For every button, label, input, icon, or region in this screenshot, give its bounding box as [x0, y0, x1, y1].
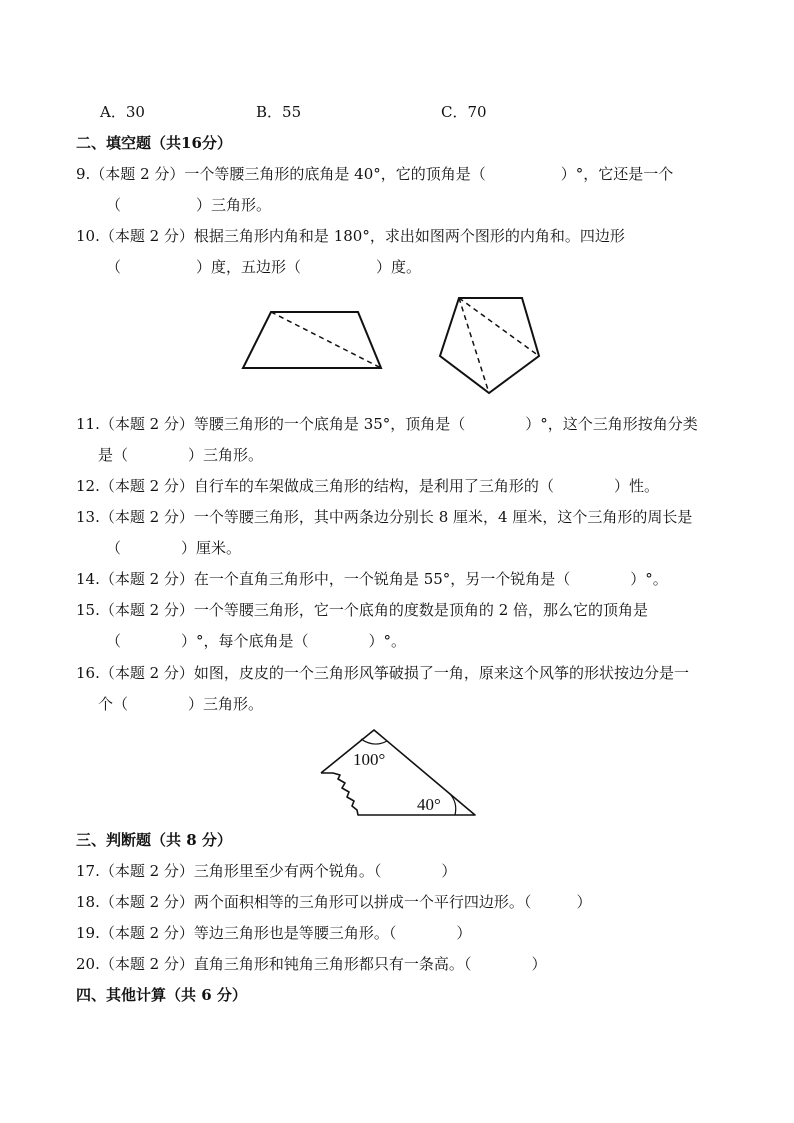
question-18: 18.（本题 2 分）两个面积相等的三角形可以拼成一个平行四边形。（ ）	[76, 893, 592, 911]
question-14: 14.（本题 2 分）在一个直角三角形中，一个锐角是 55°，另一个锐角是（ ）°。	[76, 570, 668, 588]
pentagon-figure	[432, 290, 547, 400]
option-c: C．70	[441, 103, 487, 121]
question-19: 19.（本题 2 分）等边三角形也是等腰三角形。（ ）	[76, 924, 472, 942]
pentagon-diagonal-1	[459, 298, 539, 356]
broken-kite-figure	[316, 726, 481, 821]
question-15-line-2: （ ）°，每个底角是（ ）°。	[106, 632, 407, 650]
section-true-false-heading: 三、判断题（共 8 分）	[76, 831, 232, 849]
section-calculation-heading: 四、其他计算（共 6 分）	[76, 986, 247, 1004]
quadrilateral-shape	[243, 312, 381, 368]
question-13-line-2: （ ）厘米。	[106, 539, 242, 557]
question-16-line-2: 个（ ）三角形。	[98, 695, 264, 713]
pentagon-shape	[440, 298, 539, 393]
question-9-line-1: 9.（本题 2 分）一个等腰三角形的底角是 40°，它的顶角是（ ）°，它还是一个	[76, 165, 674, 183]
question-17: 17.（本题 2 分）三角形里至少有两个锐角。（ ）	[76, 862, 457, 880]
question-12: 12.（本题 2 分）自行车的车架做成三角形的结构，是利用了三角形的（ ）性。	[76, 477, 659, 495]
quadrilateral-diagonal	[271, 312, 381, 368]
angle-label-right: 40°	[417, 795, 441, 814]
question-20: 20.（本题 2 分）直角三角形和钝角三角形都只有一条高。（ ）	[76, 955, 547, 973]
question-11-line-1: 11.（本题 2 分）等腰三角形的一个底角是 35°，顶角是（ ）°，这个三角形按角分类	[76, 415, 698, 433]
pentagon-diagonal-2	[459, 298, 489, 393]
angle-arc-top	[361, 739, 387, 744]
angle-label-top: 100°	[353, 750, 386, 769]
quadrilateral-figure	[236, 305, 386, 375]
question-13-line-1: 13.（本题 2 分）一个等腰三角形，其中两条边分别长 8 厘米，4 厘米，这个三角形的周长是	[76, 508, 693, 526]
angle-arc-right	[449, 793, 456, 815]
section-fill-in-heading: 二、填空题（共16分）	[76, 134, 232, 152]
question-16-line-1: 16.（本题 2 分）如图，皮皮的一个三角形风筝破损了一角，原来这个风筝的形状按边分是一	[76, 664, 689, 682]
question-10-line-1: 10.（本题 2 分）根据三角形内角和是 180°，求出如图两个图形的内角和。四边形	[76, 227, 625, 245]
kite-outline	[321, 730, 475, 815]
question-15-line-1: 15.（本题 2 分）一个等腰三角形，它一个底角的度数是顶角的 2 倍，那么它的顶角是	[76, 601, 649, 619]
question-9-line-2: （ ）三角形。	[106, 196, 272, 214]
option-b: B．55	[256, 103, 302, 121]
option-a: A．30	[100, 103, 145, 121]
question-11-line-2: 是（ ）三角形。	[98, 446, 264, 464]
question-10-line-2: （ ）度，五边形（ ）度。	[106, 258, 422, 276]
